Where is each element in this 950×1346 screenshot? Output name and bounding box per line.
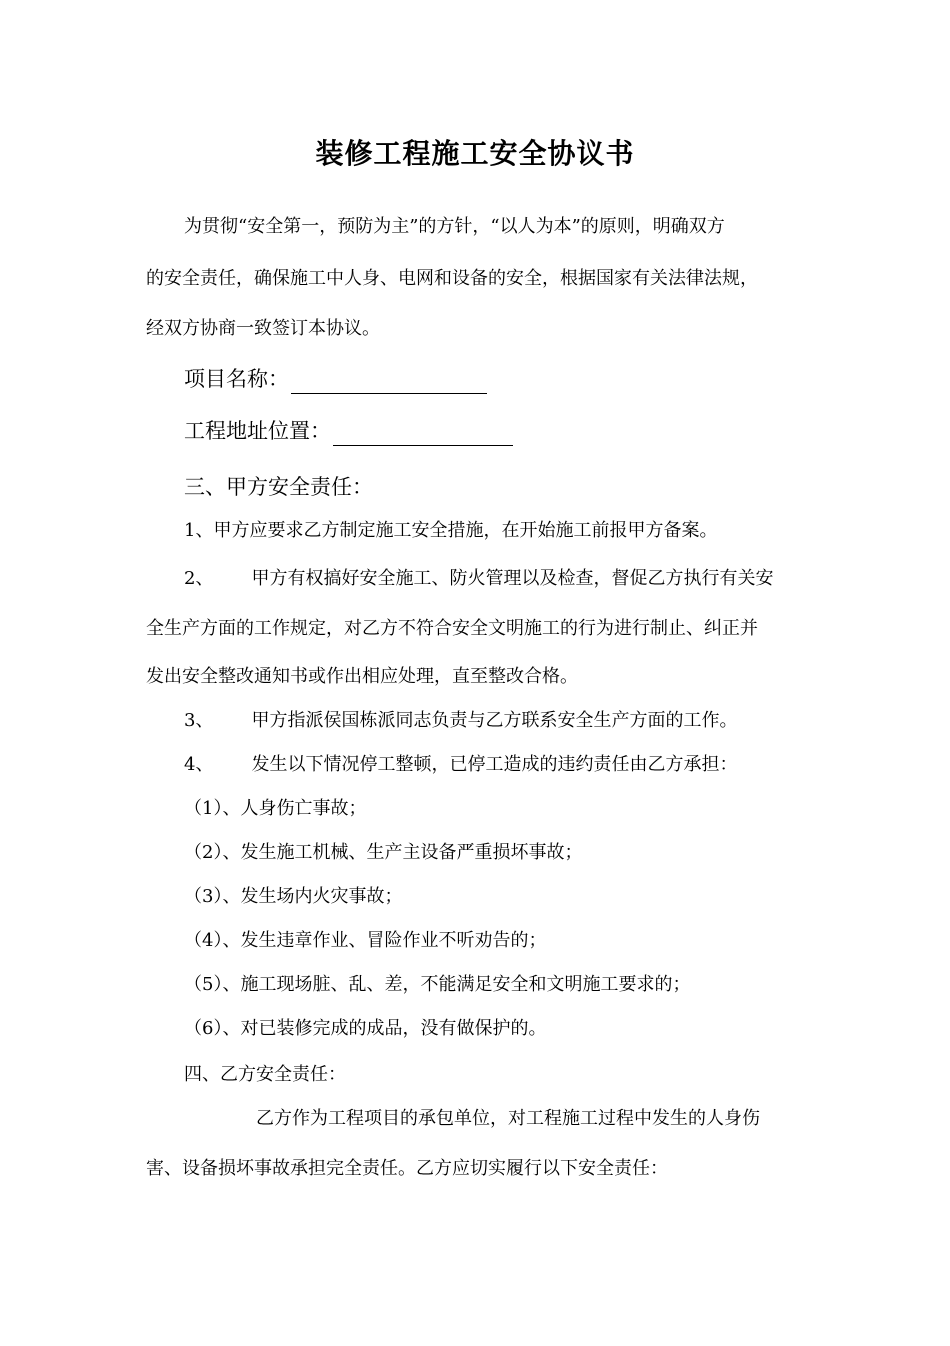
document-title: 装修工程施工安全协议书 xyxy=(315,137,635,170)
intro-line-2: 的安全责任，确保施工中人身、电网和设备的安全，根据国家有关法律法规， xyxy=(146,268,758,289)
project-name-label: 项目名称： xyxy=(184,367,289,391)
s3-item-2-number: 2、 xyxy=(184,568,214,589)
s3-sub-item-5: （5）、施工现场脏、乱、差，不能满足安全和文明施工要求的； xyxy=(184,974,691,995)
s4-para-line-1: 乙方作为工程项目的承包单位，对工程施工过程中发生的人身伤 xyxy=(256,1108,760,1129)
s3-sub-item-6: （6）、对已装修完成的成品，没有做保护的。 xyxy=(184,1018,547,1039)
s3-item-3-number: 3、 xyxy=(184,710,214,731)
s3-item-2-line-1 xyxy=(184,566,773,592)
project-name-row xyxy=(184,364,487,394)
s3-item-4-text: 发生以下情况停工整顿，已停工造成的违约责任由乙方承担： xyxy=(251,754,738,775)
s4-para-line-2: 害、设备损坏事故承担完全责任。乙方应切实履行以下安全责任： xyxy=(146,1158,668,1179)
s3-item-3 xyxy=(184,708,737,734)
project-address-blank xyxy=(333,421,513,446)
s3-item-1: 1、甲方应要求乙方制定施工安全措施，在开始施工前报甲方备案。 xyxy=(184,520,718,541)
project-address-row xyxy=(184,416,513,446)
intro-line-3: 经双方协商一致签订本协议。 xyxy=(146,318,380,339)
s3-item-2-line-3: 发出安全整改通知书或作出相应处理，直至整改合格。 xyxy=(146,666,578,687)
s3-item-3-text: 甲方指派侯国栋派同志负责与乙方联系安全生产方面的工作。 xyxy=(251,710,738,731)
s3-item-4 xyxy=(184,752,737,778)
s3-item-4-number: 4、 xyxy=(184,754,214,775)
s3-item-2-text: 甲方有权搞好安全施工、防火管理以及检查，督促乙方执行有关安 xyxy=(251,568,774,589)
s3-sub-item-4: （4）、发生违章作业、冒险作业不听劝告的； xyxy=(184,930,547,951)
intro-line-1: 为贯彻“安全第一，预防为主”的方针，“以人为本”的原则，明确双方 xyxy=(184,216,725,237)
project-name-blank xyxy=(291,369,487,394)
section4-heading: 四、乙方安全责任： xyxy=(184,1064,346,1085)
s3-item-2-line-2: 全生产方面的工作规定，对乙方不符合安全文明施工的行为进行制止、纠正并 xyxy=(146,618,758,639)
section3-heading: 三、甲方安全责任： xyxy=(184,475,373,499)
project-address-label: 工程地址位置： xyxy=(184,419,331,443)
s3-sub-item-2: （2）、发生施工机械、生产主设备严重损坏事故； xyxy=(184,842,583,863)
s3-sub-item-3: （3）、发生场内火灾事故； xyxy=(184,886,403,907)
s3-sub-item-1: （1）、人身伤亡事故； xyxy=(184,798,367,819)
